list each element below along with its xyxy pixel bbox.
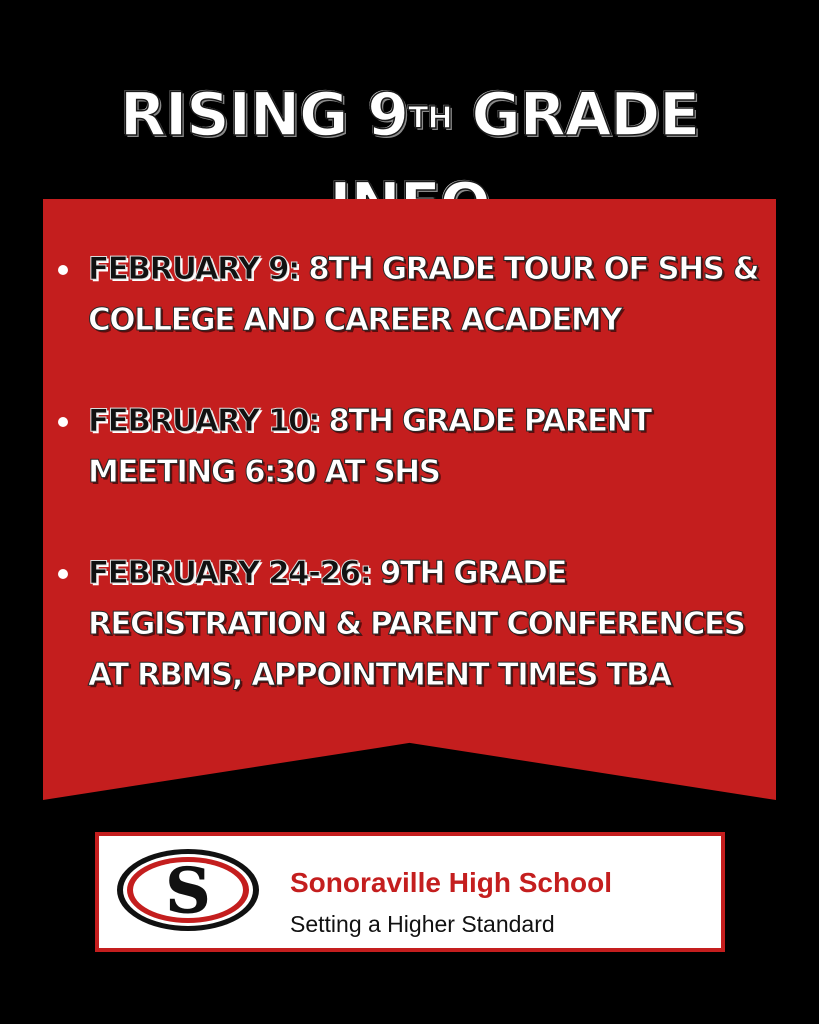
event-date: FEBRUARY 9: (88, 251, 299, 287)
bullet-icon (58, 417, 68, 427)
event-text: 8TH GRADE PARENT MEETING 6:30 AT SHS (88, 403, 651, 490)
event-item (56, 396, 771, 498)
event-date: FEBRUARY 24-26: (88, 555, 371, 591)
school-name: Sonoraville High School (290, 867, 613, 898)
event-date: FEBRUARY 10: (88, 403, 320, 439)
event-item (56, 548, 771, 701)
school-s-logo-icon (115, 847, 261, 933)
event-item (56, 244, 771, 346)
event-text: 8TH GRADE TOUR OF SHS & COLLEGE AND CAREER ACADEMY (88, 251, 759, 338)
title-superscript: TH (408, 101, 452, 137)
school-logo-card (95, 832, 725, 952)
event-text: 9TH GRADE REGISTRATION & PARENT CONFERENCES AT RBMS, APPOINTMENT TIMES TBA (88, 555, 745, 693)
bullet-icon (58, 569, 68, 579)
title-line-1: RISING 9TH GRADE (119, 80, 700, 151)
event-list (56, 244, 771, 751)
bullet-icon (58, 265, 68, 275)
logo-letter: S (165, 854, 211, 927)
school-tagline: Setting a Higher Standard (290, 911, 555, 937)
